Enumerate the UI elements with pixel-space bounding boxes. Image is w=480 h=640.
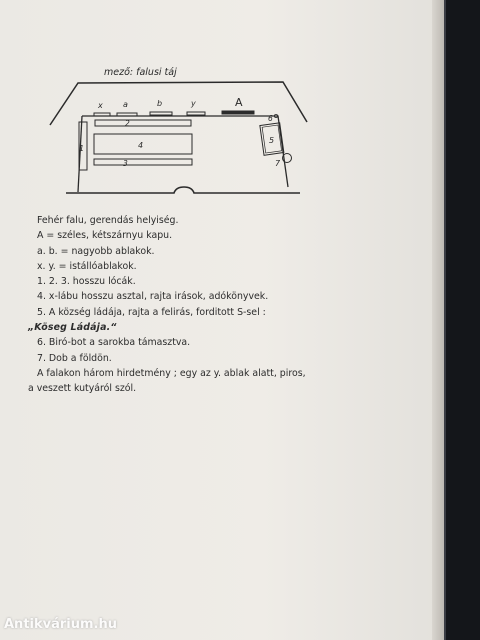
legend-line-notices-cont: a veszett kutyáról szól. xyxy=(28,383,137,395)
chest-label-5: 5 xyxy=(269,136,275,145)
stage-floor-plan xyxy=(0,0,438,210)
legend-line-staff: 6. Biró-bot a sarokba támasztva. xyxy=(37,337,191,349)
legend-line-scene: Fehér falu, gerendás helyiség. xyxy=(37,215,179,226)
bench-3 xyxy=(94,159,192,165)
legend-line-chest-inscription: „Köseg Ládája.“ xyxy=(28,322,117,334)
legend-line-benches: 1. 2. 3. hosszu lócák. xyxy=(37,276,136,288)
window-x xyxy=(94,113,110,116)
cover-edge xyxy=(444,0,446,640)
bench-2 xyxy=(95,120,191,126)
legend-line-drum: 7. Dob a földön. xyxy=(37,352,112,364)
staff-label-6: 6 xyxy=(268,114,273,123)
book-cover xyxy=(444,0,480,640)
table-label-4: 4 xyxy=(138,141,144,150)
legend-line-chest: 5. A község ládája, rajta a felirás, forditott S-sel : xyxy=(37,306,266,318)
stage-front-edge xyxy=(66,187,300,193)
window-label-a: a xyxy=(123,100,128,109)
window-label-y: y xyxy=(191,99,196,108)
bench-label-1: 1 xyxy=(79,144,85,153)
legend-line-table: 4. x-lábu hosszu asztal, rajta irások, adókönyvek. xyxy=(37,291,269,303)
door-label-A: A xyxy=(235,96,243,109)
legend-line-notices: A falakon három hirdetmény ; egy az y. ablak alatt, piros, xyxy=(37,367,306,379)
watermark: Antikvárium.hu xyxy=(4,617,117,632)
bench-label-3: 3 xyxy=(123,159,128,168)
window-b xyxy=(150,112,172,115)
legend-line-windows-ab: a. b. = nagyobb ablakok. xyxy=(37,245,155,257)
back-wall xyxy=(82,116,288,187)
window-label-x: x xyxy=(98,101,103,110)
bench-label-2: 2 xyxy=(125,119,130,128)
window-y xyxy=(187,112,205,115)
door-A xyxy=(222,111,254,114)
window-label-b: b xyxy=(157,99,163,108)
legend-text xyxy=(28,213,358,397)
window-a xyxy=(117,113,137,116)
landscape-label: mező: falusi táj xyxy=(104,67,177,78)
legend-line-windows-xy: x. y. = istállóablakok. xyxy=(37,260,137,272)
legend-line-door: A = széles, kétszárnyu kapu. xyxy=(37,230,173,242)
drum-label-7: 7 xyxy=(275,159,281,168)
